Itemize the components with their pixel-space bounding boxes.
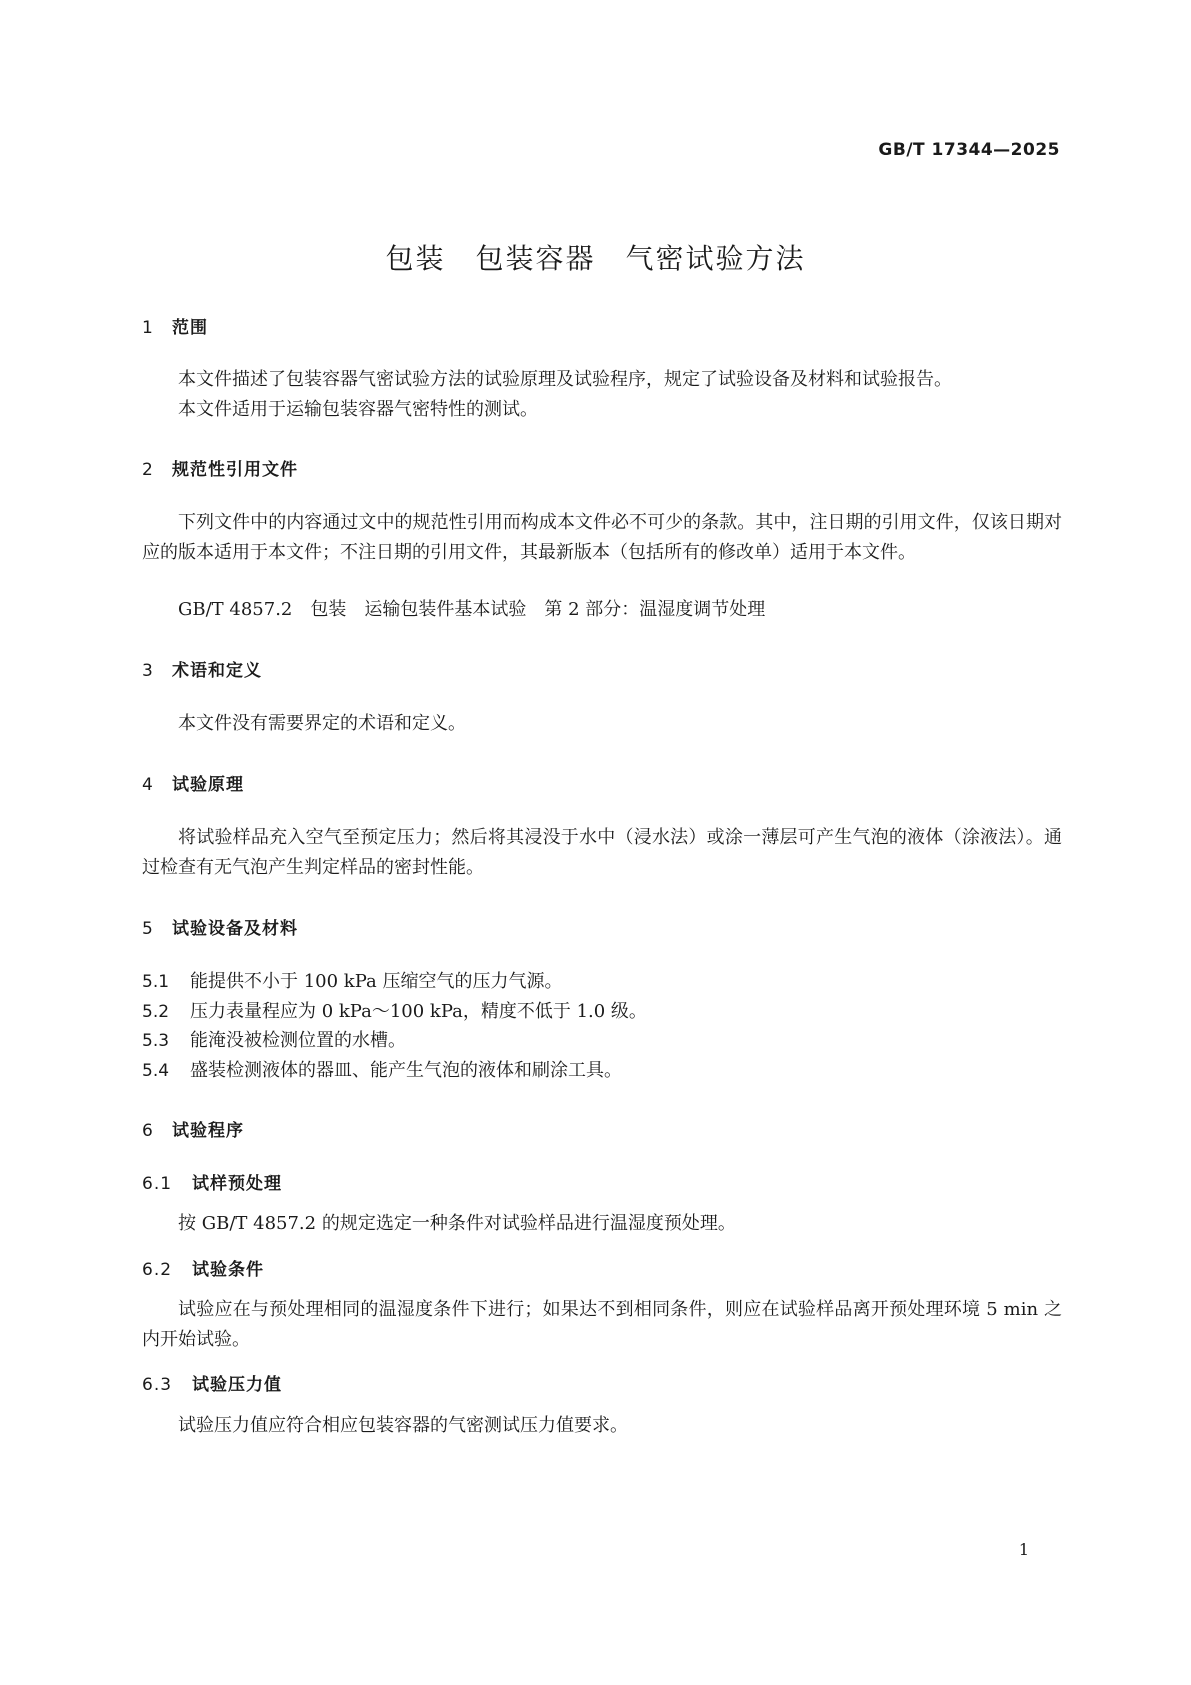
subsection-6-2-paragraph: 试验应在与预处理相同的温湿度条件下进行；如果达不到相同条件，则应在试验样品离开预处理环境 5 min 之内开始试验。: [142, 1299, 1062, 1350]
subsection-6-1-paragraph: 按 GB/T 4857.2 的规定选定一种条件对试验样品进行温湿度预处理。: [178, 1213, 736, 1234]
subsection-title: 试验压力值: [192, 1375, 282, 1395]
section-1-paragraph-1: 本文件描述了包装容器气密试验方法的试验原理及试验程序，规定了试验设备及材料和试验报告。: [178, 369, 952, 390]
list-item-5-3: [142, 1026, 1062, 1056]
document-code: GB/T 17344—2025: [878, 140, 1060, 160]
item-number: 5.2: [142, 1002, 170, 1022]
item-text: 能淹没被检测位置的水槽。: [190, 1030, 406, 1051]
section-number: 3: [142, 661, 154, 681]
item-number: 5.4: [142, 1061, 170, 1081]
section-2-paragraph-1: 下列文件中的内容通过文中的规范性引用而构成本文件必不可少的条款。其中，注日期的引用文件，仅该日期对应的版本适用于本文件；不注日期的引用文件，其最新版本（包括所有的修改单）适用于本文件。: [142, 512, 1062, 563]
subsection-6-3-paragraph: 试验压力值应符合相应包装容器的气密测试压力值要求。: [178, 1415, 628, 1436]
section-number: 1: [142, 318, 154, 338]
section-title: 术语和定义: [172, 661, 262, 681]
list-item-5-4: [142, 1056, 1062, 1086]
title-part-2: 包装容器: [475, 242, 596, 275]
title-part-3: 气密试验方法: [625, 242, 806, 275]
section-number: 4: [142, 775, 154, 795]
section-4-paragraph-1: 将试验样品充入空气至预定压力；然后将其浸没于水中（浸水法）或涂一薄层可产生气泡的液体（涂液法）。通过检查有无气泡产生判定样品的密封性能。: [142, 827, 1062, 878]
item-text: 压力表量程应为 0 kPa～100 kPa，精度不低于 1.0 级。: [190, 1001, 647, 1022]
section-5-heading: [142, 914, 298, 939]
section-title: 试验设备及材料: [172, 919, 298, 939]
section-title: 范围: [172, 318, 208, 338]
section-3-heading: [142, 656, 262, 681]
section-6-heading: [142, 1116, 244, 1141]
section-1-paragraph-2: 本文件适用于运输包装容器气密特性的测试。: [178, 399, 538, 420]
list-item-5-1: [142, 967, 1062, 997]
section-3-paragraph-1: 本文件没有需要界定的术语和定义。: [178, 713, 466, 734]
section-title: 试验程序: [172, 1121, 244, 1141]
subsection-title: 试验条件: [192, 1260, 264, 1280]
title-part-1: 包装: [385, 242, 446, 275]
list-item-5-2: [142, 997, 1062, 1027]
section-2-heading: [142, 455, 298, 480]
section-title: 规范性引用文件: [172, 460, 298, 480]
item-text: 能提供不小于 100 kPa 压缩空气的压力气源。: [190, 971, 563, 992]
section-number: 6: [142, 1121, 154, 1141]
item-number: 5.3: [142, 1031, 170, 1051]
subsection-6-1-heading: [142, 1169, 282, 1194]
item-text: 盛装检测液体的器皿、能产生气泡的液体和刷涂工具。: [190, 1060, 622, 1081]
section-number: 2: [142, 460, 154, 480]
subsection-number: 6.1: [142, 1174, 173, 1194]
normative-reference: GB/T 4857.2 包装 运输包装件基本试验 第 2 部分：温湿度调节处理: [178, 599, 766, 620]
subsection-6-2-heading: [142, 1255, 264, 1280]
subsection-6-3-heading: [142, 1370, 282, 1395]
page-number: 1: [1018, 1540, 1029, 1559]
section-1-heading: [142, 313, 208, 338]
document-title: [0, 237, 1191, 277]
section-number: 5: [142, 919, 154, 939]
section-4-heading: [142, 770, 244, 795]
item-number: 5.1: [142, 972, 170, 992]
section-title: 试验原理: [172, 775, 244, 795]
subsection-number: 6.3: [142, 1375, 173, 1395]
subsection-number: 6.2: [142, 1260, 173, 1280]
subsection-title: 试样预处理: [192, 1174, 282, 1194]
